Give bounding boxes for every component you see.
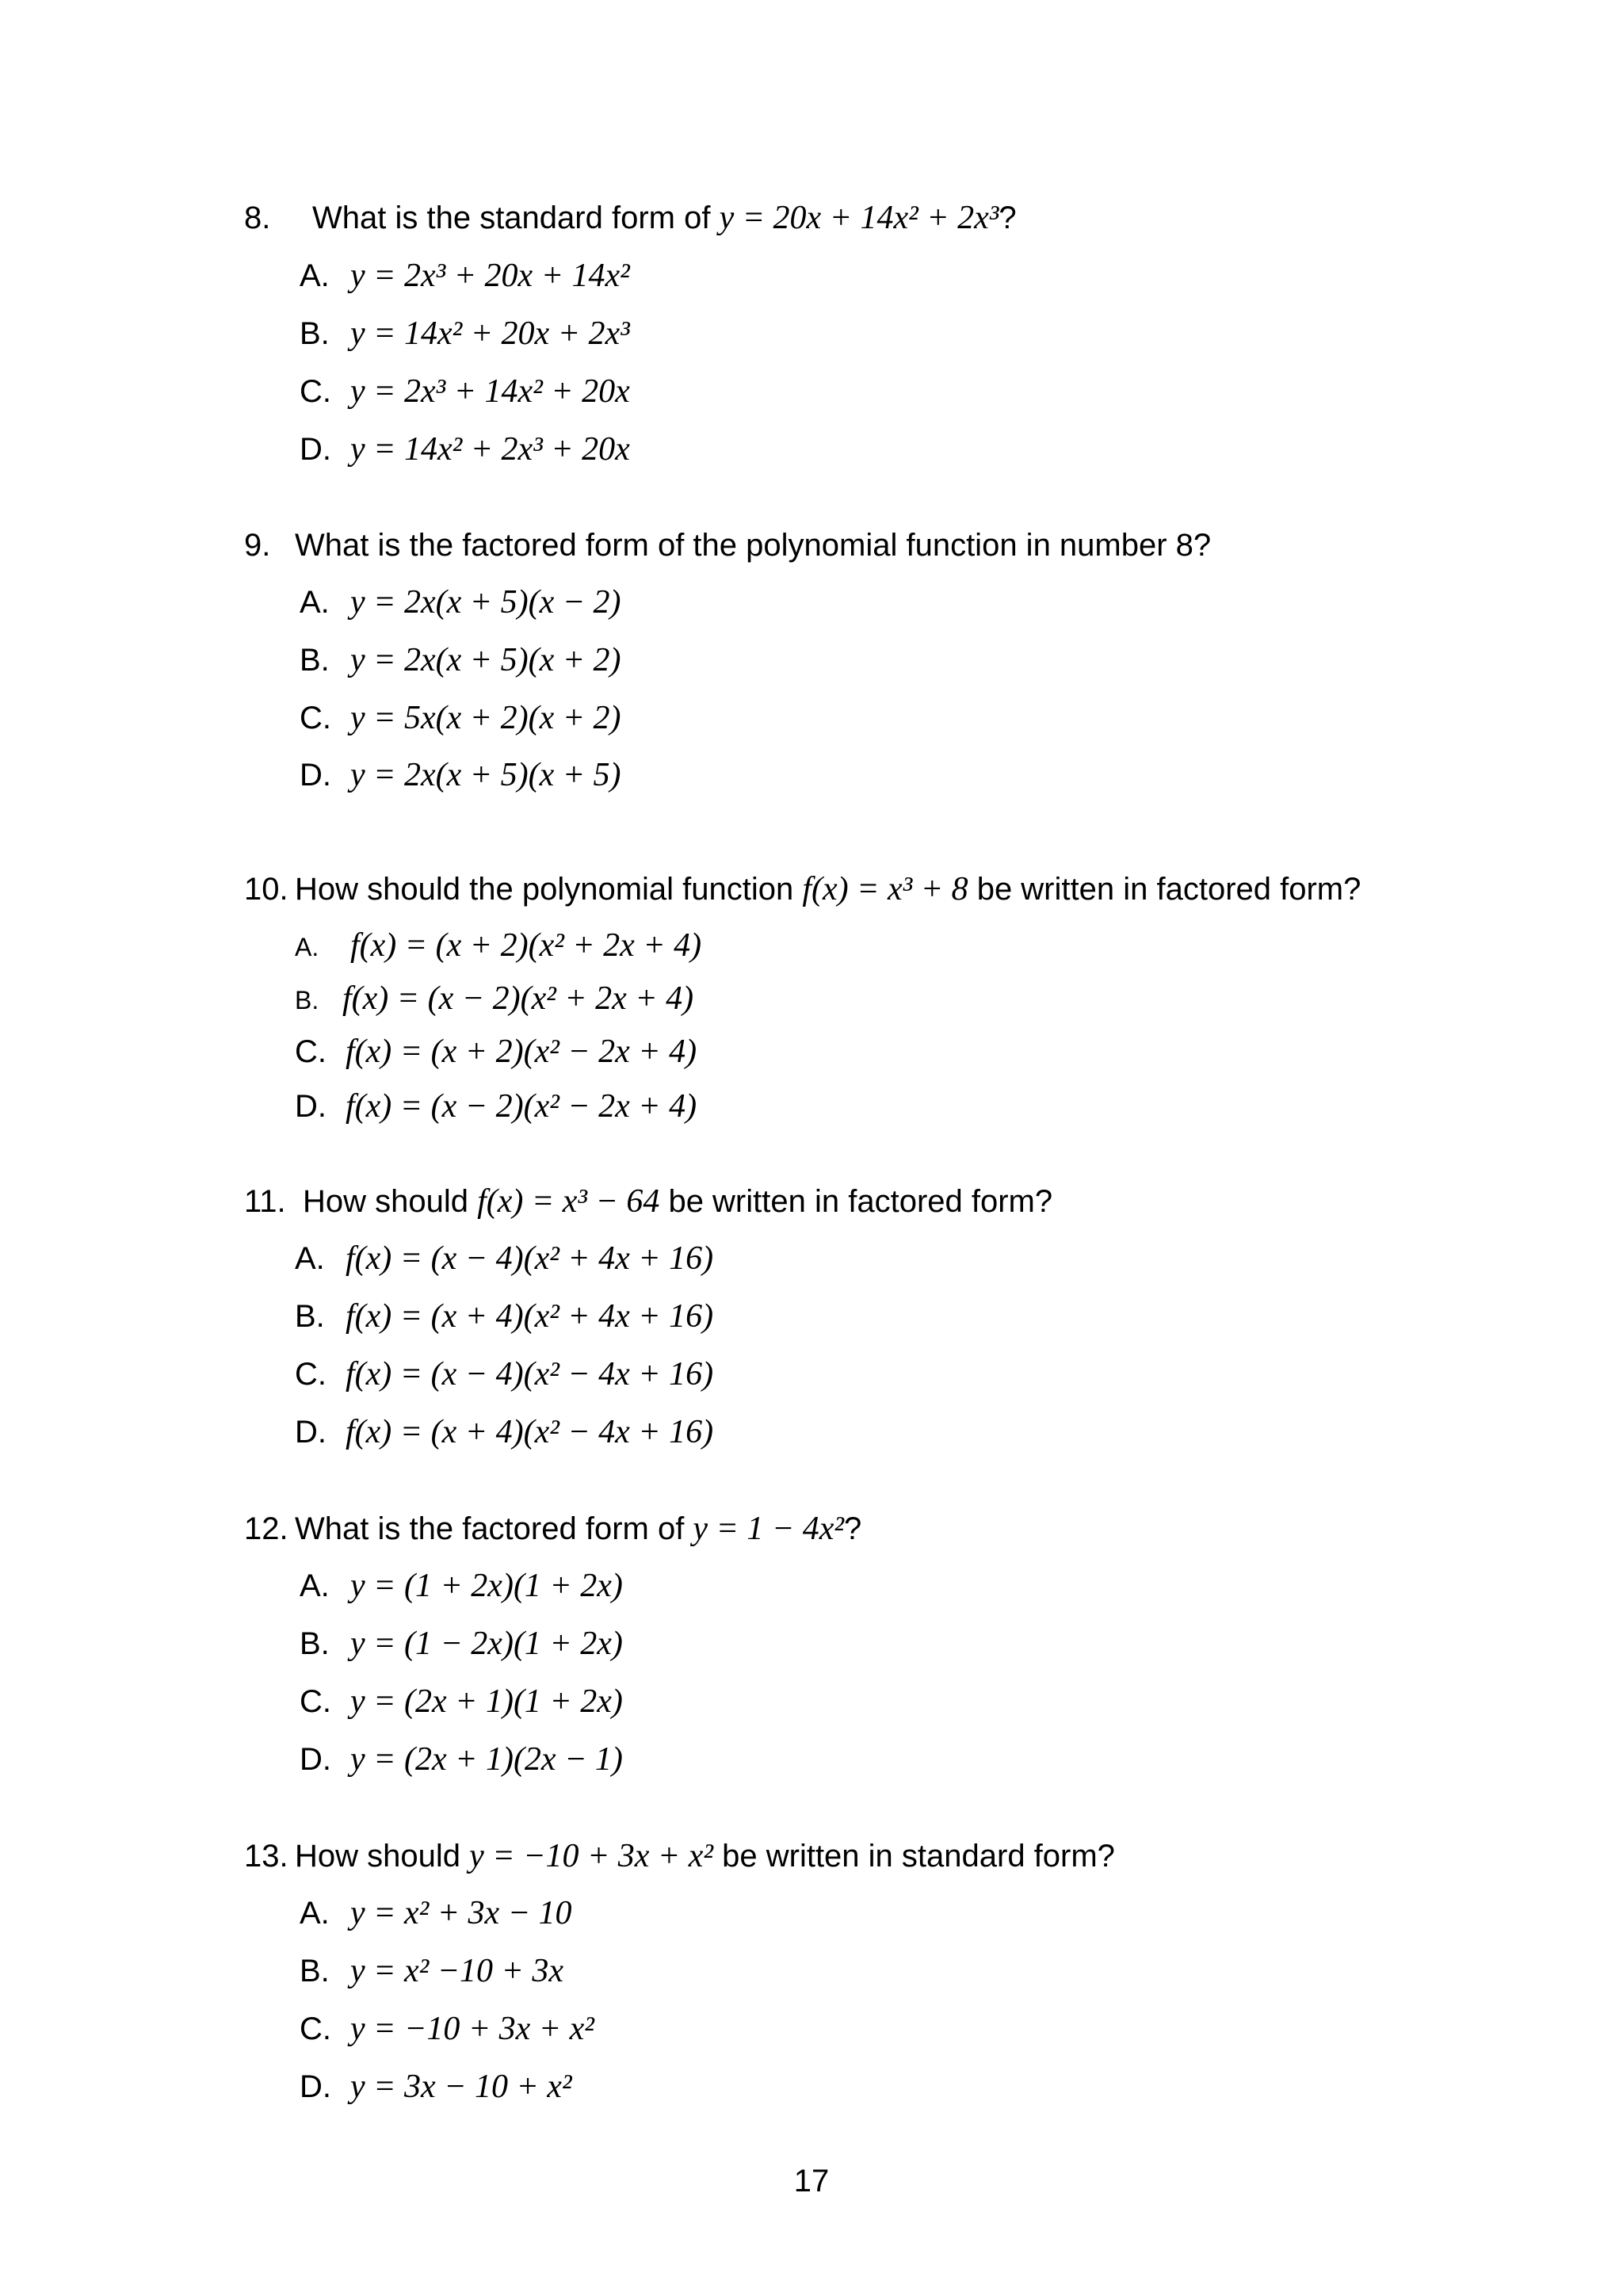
option-8c[interactable] <box>300 369 630 414</box>
option-letter: A. <box>300 585 330 620</box>
question-text: How should the polynomial function <box>295 872 803 907</box>
question-text-end: be written in standard form? <box>713 1839 1115 1874</box>
option-letter: C. <box>300 374 331 409</box>
option-13c[interactable] <box>300 2007 594 2051</box>
question-text: How should <box>295 1839 470 1874</box>
question-8 <box>244 194 1017 242</box>
option-8a[interactable] <box>300 254 630 298</box>
option-letter: A. <box>295 933 319 961</box>
question-13 <box>244 1832 1115 1880</box>
option-expression: y = (2x + 1)(1 + 2x) <box>350 1683 623 1720</box>
question-text: What is the factored form of the polynomial function in number 8? <box>295 528 1212 563</box>
question-number: 9. <box>244 528 271 563</box>
option-expression: y = x² + 3x − 10 <box>350 1895 572 1931</box>
question-text-end: ? <box>843 1511 862 1546</box>
option-expression: y = 14x² + 2x³ + 20x <box>350 431 630 468</box>
question-math: y = 1 − 4x² <box>693 1511 844 1547</box>
option-expression: y = 2x(x + 5)(x − 2) <box>350 584 621 621</box>
question-text: What is the factored form of <box>295 1511 693 1546</box>
question-11 <box>244 1178 1052 1225</box>
option-letter: A. <box>300 1568 330 1603</box>
option-13a[interactable] <box>300 1891 572 1935</box>
question-text-end: ? <box>999 201 1017 235</box>
option-9c[interactable] <box>300 696 621 740</box>
option-letter: D. <box>300 432 331 467</box>
option-letter: D. <box>300 2069 331 2104</box>
option-letter: C. <box>300 2011 331 2046</box>
option-10c[interactable] <box>295 1030 697 1074</box>
option-8d[interactable] <box>300 427 630 472</box>
option-expression: y = −10 + 3x + x² <box>350 2011 594 2047</box>
option-letter: B. <box>300 1954 330 1988</box>
option-expression: y = 2x³ + 14x² + 20x <box>350 373 630 410</box>
option-expression: f(x) = (x − 4)(x² − 4x + 16) <box>346 1356 714 1392</box>
option-8b[interactable] <box>300 311 630 356</box>
option-letter: D. <box>295 1415 327 1450</box>
option-10d[interactable] <box>295 1084 697 1129</box>
option-expression: f(x) = (x − 4)(x² + 4x + 16) <box>346 1240 714 1277</box>
option-letter: D. <box>300 758 331 793</box>
option-expression: y = 3x − 10 + x² <box>350 2069 572 2105</box>
option-11d[interactable] <box>295 1410 713 1454</box>
option-expression: f(x) = (x + 4)(x² + 4x + 16) <box>346 1298 714 1335</box>
option-letter: C. <box>295 1034 327 1069</box>
option-letter: C. <box>295 1357 327 1392</box>
question-number: 11. <box>244 1184 286 1219</box>
option-letter: B. <box>300 316 330 351</box>
option-12b[interactable] <box>300 1622 623 1666</box>
option-expression: y = (2x + 1)(2x − 1) <box>350 1741 623 1778</box>
question-math: y = −10 + 3x + x² <box>469 1838 714 1874</box>
question-text-end: be written in factored form? <box>659 1184 1053 1219</box>
option-11c[interactable] <box>295 1352 713 1396</box>
option-12d[interactable] <box>300 1737 623 1782</box>
option-letter: B. <box>295 1299 325 1334</box>
question-number: 13. <box>244 1839 288 1874</box>
option-expression: y = (1 − 2x)(1 + 2x) <box>350 1626 623 1662</box>
option-9b[interactable] <box>300 638 621 682</box>
option-expression: f(x) = (x − 2)(x² − 2x + 4) <box>346 1088 697 1125</box>
option-expression: f(x) = (x + 4)(x² − 4x + 16) <box>346 1414 714 1450</box>
option-expression: f(x) = (x − 2)(x² + 2x + 4) <box>342 980 694 1017</box>
question-text-end: be written in factored form? <box>968 872 1361 907</box>
question-number: 8. <box>244 201 271 235</box>
option-expression: f(x) = (x + 2)(x² + 2x + 4) <box>350 927 702 964</box>
option-13d[interactable] <box>300 2065 572 2109</box>
option-letter: D. <box>295 1089 327 1124</box>
option-letter: B. <box>295 986 319 1014</box>
option-expression: y = 5x(x + 2)(x + 2) <box>350 700 621 736</box>
option-letter: A. <box>295 1241 325 1276</box>
option-expression: y = x² −10 + 3x <box>350 1953 564 1989</box>
option-10a[interactable] <box>295 923 701 968</box>
option-expression: f(x) = (x + 2)(x² − 2x + 4) <box>346 1033 697 1070</box>
question-number: 12. <box>244 1511 288 1546</box>
option-letter: C. <box>300 701 331 735</box>
option-13b[interactable] <box>300 1949 563 1993</box>
question-10 <box>244 865 1361 913</box>
question-number: 10. <box>244 872 288 907</box>
option-letter: A. <box>300 1896 330 1931</box>
question-math: f(x) = x³ + 8 <box>802 871 968 907</box>
option-10b[interactable] <box>295 976 693 1021</box>
option-expression: y = 2x(x + 5)(x + 5) <box>350 757 621 793</box>
option-12a[interactable] <box>300 1564 623 1608</box>
option-11b[interactable] <box>295 1294 713 1339</box>
option-12c[interactable] <box>300 1679 623 1724</box>
option-9a[interactable] <box>300 580 621 625</box>
question-math: y = 20x + 14x² + 2x³ <box>719 200 999 236</box>
question-text: How should <box>303 1184 478 1219</box>
option-letter: B. <box>300 1626 330 1661</box>
option-expression: y = 2x³ + 20x + 14x² <box>350 258 630 294</box>
option-letter: A. <box>300 258 330 293</box>
question-9 <box>244 521 1211 569</box>
option-letter: C. <box>300 1684 331 1719</box>
option-letter: D. <box>300 1742 331 1777</box>
question-12 <box>244 1505 861 1553</box>
question-math: f(x) = x³ − 64 <box>477 1183 660 1220</box>
page-number: 17 <box>793 2164 830 2199</box>
option-expression: y = 2x(x + 5)(x + 2) <box>350 642 621 678</box>
option-letter: B. <box>300 643 330 678</box>
option-9d[interactable] <box>300 753 621 797</box>
question-text: What is the standard form of <box>312 201 720 235</box>
option-expression: y = 14x² + 20x + 2x³ <box>350 315 630 352</box>
option-expression: y = (1 + 2x)(1 + 2x) <box>350 1568 623 1604</box>
option-11a[interactable] <box>295 1236 713 1281</box>
